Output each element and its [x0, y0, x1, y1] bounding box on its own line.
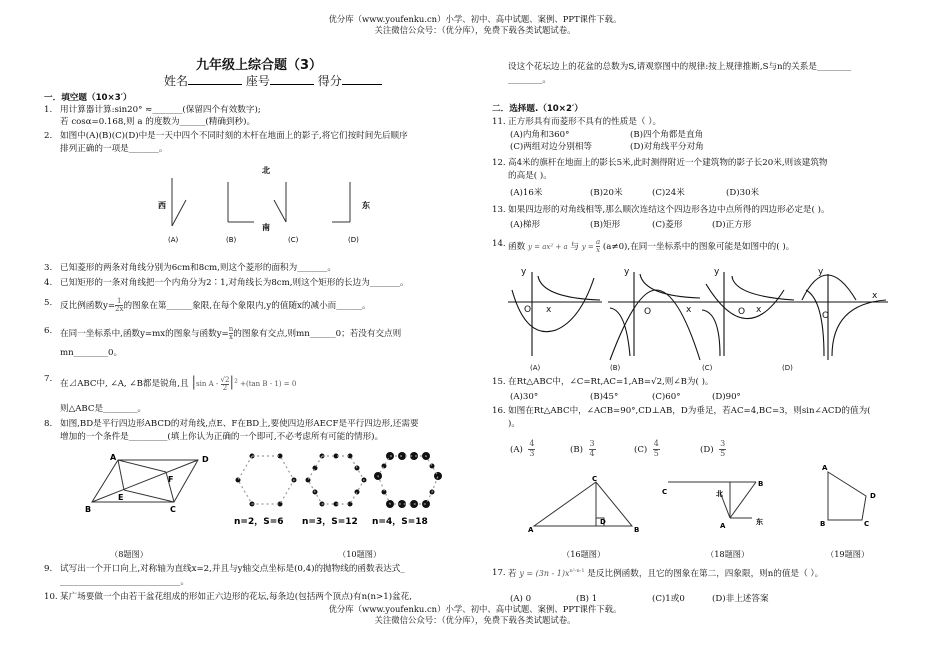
q7-eq: = 0 [283, 380, 297, 388]
q14-post: (a≠0),在同一坐标系中的图象可能是如图中的( )。 [602, 242, 795, 252]
fig14-graph-b [608, 272, 702, 360]
q16-option-a-num: 4 [529, 439, 535, 448]
q12-line1: 高4米的旗杆在地面上的影长5米,此时测得附近一个建筑物的影子长20米,则该建筑物 [508, 158, 828, 168]
fig8-point-b: B [85, 505, 92, 514]
footer-line-2: 关注微信公众号：（优分库），免费下载各类试题试卷。 [374, 615, 576, 625]
fig14-label-a: (A) [530, 364, 541, 372]
q1-line2: 若 cosα=0.168,则 a 的度数为______(精确到秒)。 [60, 117, 256, 127]
fig18-point-a: A [720, 522, 726, 530]
question-12 [492, 158, 912, 204]
fig19-quad [828, 472, 866, 520]
q4-text: 已知矩形的一条对角线把一个内角分为2∶1,对角线长为8cm,则这个矩形的长边为_______。 [60, 278, 409, 288]
fig2-label-b: (B) [226, 236, 237, 244]
fig19-point-d: D [870, 492, 876, 500]
fig18-caption: （18题图） [706, 549, 750, 559]
fig10-label-n3: n=3，S=12 [302, 517, 358, 527]
question-13 [492, 205, 912, 233]
q16-option-c [634, 440, 660, 459]
q9-line2: ____________________________。 [60, 577, 189, 587]
q16-option-d [700, 440, 726, 459]
fig2-label-d: (D) [348, 236, 359, 244]
q17-option-b: (B) 1 [576, 594, 598, 604]
q7-formula: |sin A - $\frac{√2}{2}$ $|^2 +(\tan$ B - 1) = 0 [191, 374, 297, 392]
q6-post: 的图象有交点,则mn______0；若没有交点则 [233, 329, 402, 339]
fig10-caption: （10题图） [338, 549, 382, 559]
fig14-d-o: O [822, 311, 830, 321]
q9-number: 9. [44, 564, 53, 574]
fig14-graph-a [508, 272, 602, 356]
fig14-b-o: O [644, 307, 652, 317]
q7-line2: 则△ABC是________。 [60, 404, 147, 414]
q16-option-b [570, 440, 596, 459]
q11-number: 11. [492, 117, 506, 127]
question-4 [44, 278, 474, 290]
q7-number: 7. [44, 374, 53, 384]
q12-option-b: (B)20米 [590, 188, 623, 198]
q14-func2: y = [581, 243, 596, 251]
question-15 [492, 377, 912, 405]
q9-text: 试写出一个开口向上,对称轴为直线x=2,并且与y轴交点坐标是(0,4)的抛物线的函数表达式_ [60, 564, 405, 574]
q16-number: 16. [492, 406, 506, 416]
q10-continued-2: ________。 [508, 75, 551, 85]
q13-text: 如果四边形的对角线相等,那么顺次连结这个四边形各边中点所得的四边形必定是( )。 [508, 205, 830, 215]
q11-text: 正方形具有而菱形不具有的性质是（ ）。 [508, 117, 662, 127]
q16-option-a [510, 440, 535, 459]
seat-label: 座号 [245, 74, 270, 88]
q14-number: 14. [492, 239, 506, 249]
q2-number: 2. [44, 131, 53, 141]
fig2-east: 东 [362, 201, 370, 210]
q16-option-d-den: 5 [720, 448, 726, 458]
q12-line2: 的高是( )。 [508, 171, 552, 181]
q1-line1: 用计算器计算:sin20° ≈_______(保留四个有效数字); [60, 105, 261, 115]
fig8-point-c: C [170, 505, 176, 514]
q16-option-d-label: (D) [700, 444, 714, 455]
fig2-shadow-a [172, 200, 186, 226]
fig18-east: 东 [756, 518, 763, 526]
q16-option-d-num: 3 [720, 439, 726, 448]
q10-continued: 设这个花坛边上的花盆的总数为S,请观察图中的规律:按上规律推断,S与n的关系是________ [508, 62, 852, 72]
name-label: 姓名 [164, 74, 189, 88]
q8-line1: 如图,BD是平行四边形ABCD的对角线,点E、F在BD上,要使四边形AECF是平行四边形,还需要 [60, 419, 419, 429]
q5-number: 5. [44, 298, 53, 308]
q16-option-c-den: 5 [653, 448, 659, 458]
question-17 [492, 564, 912, 604]
q14-func1: y = ax² + a [527, 243, 568, 251]
fig14-d-x: x [872, 291, 878, 301]
figure-8-parallelogram [80, 452, 220, 522]
q1-number: 1. [44, 105, 53, 115]
fig16-caption: （16题图） [562, 549, 606, 559]
header-line-1: 优分库（www.youfenku.cn）小学、初中、高中试题、案例、PPT课件下载。 [328, 14, 622, 24]
q12-option-c: (C)24米 [652, 188, 685, 198]
fig14-label-c: (C) [702, 364, 713, 372]
fig2-label-a: (A) [168, 236, 179, 244]
q16-option-a-den: 3 [529, 448, 535, 458]
q12-option-d: (D)30米 [726, 188, 760, 198]
q17-option-c: (C)1或0 [652, 594, 685, 604]
fig16-point-d: D [600, 518, 606, 526]
fig14-a-x: x [546, 305, 552, 315]
fig2-south: 南 [262, 223, 270, 232]
fig19-caption: （19题图） [826, 549, 870, 559]
fig2-shadow-c [274, 200, 286, 222]
q15-option-c: (C)60° [652, 392, 681, 402]
q6-line2: mn________0。 [60, 348, 123, 358]
q12-number: 12. [492, 158, 506, 168]
q13-option-d: (D)正方形 [712, 220, 752, 230]
q8-number: 8. [44, 419, 53, 429]
question-9 [44, 564, 474, 590]
fig16-triangle [534, 482, 632, 526]
fig19-point-c: C [864, 520, 870, 528]
q16-option-a-label: (A) [510, 444, 523, 455]
fig18-line-ba [730, 482, 756, 518]
fig8-point-f: F [168, 475, 174, 484]
fig16-point-b: B [634, 526, 640, 534]
q7-root: √2 [220, 375, 230, 384]
fig16-point-c: C [592, 475, 598, 483]
q16-line2: )。 [508, 419, 520, 429]
q7-sin: sin A - [196, 380, 219, 388]
fig14-a-y: y [521, 267, 527, 277]
fig14-d-y: y [818, 267, 824, 277]
q17-number: 17. [492, 568, 506, 578]
fig8-point-d: D [202, 455, 209, 464]
fig8-ec [124, 490, 174, 502]
q7-text [60, 374, 296, 392]
fig16-point-a: A [528, 526, 534, 534]
q17-post: 是反比例函数，且它的图象在第二，四象限，则n的值是（ ）。 [587, 568, 824, 579]
q5-text [60, 298, 371, 313]
figure-19-quadrilateral [818, 462, 888, 534]
q16-option-b-label: (B) [570, 444, 584, 455]
name-row [164, 74, 382, 89]
q2-line2: 排列正确的一项是_______。 [60, 144, 168, 154]
fig19-point-b: B [820, 520, 826, 528]
q14-text [508, 239, 794, 254]
fig10-hex-n3 [306, 454, 367, 507]
fig8-af [118, 460, 166, 472]
fig14-c-y: y [714, 267, 720, 277]
header-line-2: 关注微信公众号：（优分库），免费下载各类试题试卷。 [374, 25, 576, 35]
fig10-hex-n4 [374, 452, 442, 508]
question-1 [44, 105, 474, 129]
q3-text: 已知菱形的两条对角线分别为6cm和8cm,则这个菱形的面积为_______。 [60, 263, 336, 273]
q15-option-b: (B)45° [590, 392, 619, 402]
q5-frac-num: 1 [117, 297, 122, 305]
q17-pre: 若 [508, 568, 517, 579]
q2-line1: 如图中(A)(B)(C)(D)中是一天中四个不同时刻的木杆在地面上的影子,将它们按时间先后顺序 [60, 131, 408, 141]
fig19-point-a: A [822, 464, 828, 472]
figure-10-hexagons [232, 448, 442, 530]
q5-frac-den: 2x [115, 305, 124, 313]
fig10-label-n4: n=4，S=18 [372, 517, 428, 527]
fig8-caption: （8题图） [110, 549, 148, 559]
question-8 [44, 419, 474, 445]
fig14-graph-d [796, 274, 888, 360]
q10-text: 某广场要做一个由若干盆花组成的形如正六边形的花坛,每条边(包括两个顶点)有n(n>1)盆花, [60, 592, 412, 602]
figure-14-graphs [506, 260, 906, 374]
fig18-point-c: C [662, 488, 668, 496]
q6-frac-den: x [229, 333, 233, 341]
question-11 [492, 117, 912, 155]
q10-number: 10. [44, 592, 58, 602]
q15-text: 在Rt△ABC中，∠C=Rt,AC=1,AB=√2,则∠B为( )。 [508, 377, 714, 387]
q16-option-c-num: 4 [653, 439, 659, 448]
fig14-c-x: x [756, 305, 762, 315]
q12-option-a: (A)16米 [510, 188, 543, 198]
q11-option-c: (C)两组对边分别相等 [510, 142, 593, 152]
section-choice: 二．选择题.（10×2′） [492, 104, 583, 114]
score-label: 得分 [317, 74, 342, 88]
fig10-label-n2: n=2，S=6 [234, 517, 284, 527]
q14-pre: 函数 [508, 242, 526, 252]
fig14-c-o: O [738, 307, 746, 317]
fig18-north: 北 [716, 490, 723, 498]
figure-18-compass [660, 472, 780, 534]
question-6 [44, 322, 474, 362]
q16-line1: 如图在Rt△ABC中，∠ACB=90°,CD⊥AB，D为垂足，若AC=4,BC=3，则sin∠ACD的值为( [508, 406, 871, 416]
fig2-west: 西 [158, 201, 166, 210]
q13-option-c: (C)菱形 [652, 220, 683, 230]
question-2 [44, 131, 474, 155]
q17-text [508, 568, 823, 580]
q6-pre: 在同一坐标系中,函数y=mx的图象与函数y= [60, 329, 229, 339]
question-16 [492, 406, 912, 466]
q6-number: 6. [44, 326, 53, 336]
q17-func: y = (3n - 1)x [519, 568, 570, 578]
fig14-label-b: (B) [610, 364, 621, 372]
fig2-north: 北 [262, 166, 270, 175]
q13-option-a: (A)梯形 [510, 220, 541, 230]
q11-option-a: (A)内角和360° [510, 130, 570, 140]
fig8-point-e: E [118, 493, 124, 502]
question-14 [492, 235, 912, 255]
q16-option-c-label: (C) [634, 444, 648, 455]
q15-option-d: (D)90° [712, 392, 741, 402]
question-5 [44, 292, 474, 316]
q6-frac-num: n [228, 325, 234, 333]
q7-pre: 在⊿ABC中, ∠A, ∠B都是锐角,且 [60, 379, 189, 389]
q11-option-d: (D)对角线平分对角 [630, 142, 704, 152]
figure-16-triangle [524, 472, 642, 534]
fig14-graph-c [698, 272, 798, 356]
q7-tan: +(tan B - 1) [240, 380, 282, 388]
q16-option-b-num: 3 [589, 439, 595, 448]
fig8-point-a: A [110, 453, 117, 462]
q11-option-b: (B)四个角都是直角 [630, 130, 704, 140]
fig8-ae [118, 460, 124, 490]
q13-number: 13. [492, 205, 506, 215]
q7-den: 2 [222, 383, 228, 392]
q6-text [60, 326, 401, 341]
fig10-hex-n2 [236, 454, 297, 507]
q14-func2-num: a [595, 238, 601, 246]
q13-option-b: (B)矩形 [590, 220, 621, 230]
page-title: 九年级上综合题（3） [196, 58, 323, 73]
q17-option-d: (D)非上述答案 [712, 594, 769, 604]
q17-exp: n²-n-1 [569, 568, 585, 574]
q8-line2: 增加的一个条件是_________(填上你认为正确的一个即可,不必考虑所有可能的情形)。 [60, 432, 384, 442]
question-7 [44, 366, 474, 416]
q15-option-a: (A)30° [510, 392, 539, 402]
fig14-a-o: O [524, 305, 532, 315]
question-3 [44, 263, 474, 275]
footer-line-1: 优分库（www.youfenku.cn）小学、初中、高中试题、案例、PPT课件下载。 [328, 604, 622, 614]
q5-pre: 反比例函数y= [60, 301, 116, 311]
q7-sup: 2 [234, 378, 238, 385]
q16-option-b-den: 4 [589, 448, 595, 458]
question-10 [44, 592, 474, 604]
fig14-b-y: y [624, 267, 630, 277]
q15-number: 15. [492, 377, 506, 387]
fig14-label-d: (D) [782, 364, 793, 372]
fig2-label-c: (C) [288, 236, 299, 244]
q14-mid: 与 [570, 242, 579, 252]
section-fill-blank: 一．填空题（10×3′） [44, 93, 132, 103]
q5-post: 的图象在第______象限,在每个象限内,y的值随x的减小而______。 [123, 301, 371, 311]
q3-number: 3. [44, 263, 53, 273]
q4-number: 4. [44, 278, 53, 288]
q14-func2-den: x [596, 246, 601, 254]
fig14-b-x: x [686, 305, 692, 315]
fig18-point-b: B [758, 480, 764, 488]
figure-2-shadows [150, 160, 380, 250]
q17-option-a: (A) 0 [510, 594, 532, 604]
